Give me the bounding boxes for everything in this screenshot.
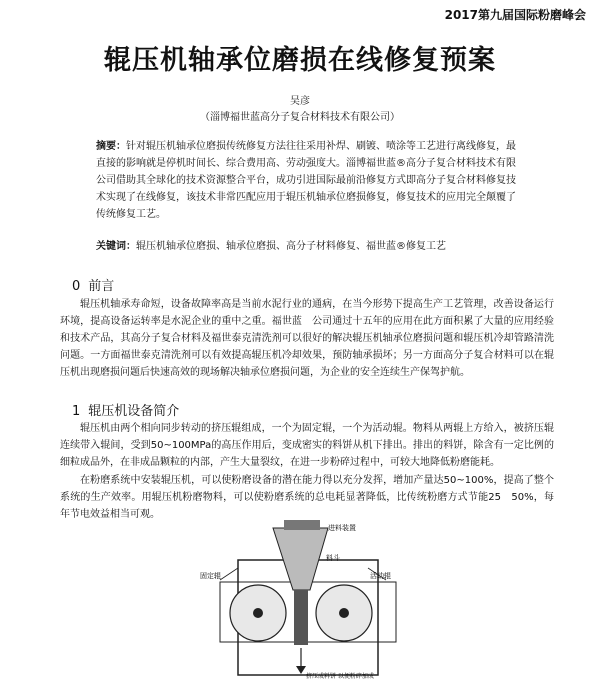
- label-movable-roll: 活动辊: [370, 572, 391, 580]
- intro-paragraph: 辊压机轴承寿命短，设备故障率高是当前水泥行业的通病，在当今形势下提高生产工艺管理，改善设备运行环境，提高设备运转率是水泥企业的重中之重。福世蓝 公司通过十五年的应用在此方面积累了大量的应用经验和技术产品，其高分子复合材料及福世泰克清洗剂可以很好的解决辊压机轴承位磨损问题和辊压机冷却管路清洗问题。一方面福世泰克清洗剂可以有效提高辊压机冷却效果，预防轴承损坏；另一方面高分子复合材料可以在辊压机出现磨损问题后快速高效的现场解决轴承位磨损问题，为企业的安全连续生产保驾护航。: [60, 299, 554, 378]
- section-title: 辊压机设备简介: [88, 404, 180, 419]
- paper-title: 辊压机轴承位磨损在线修复预案: [104, 45, 496, 76]
- feed-device: [284, 520, 320, 530]
- conference-header: 2017第九届国际粉磨峰会: [444, 8, 586, 22]
- paper-affiliation: （淄博福世蓝高分子复合材料技术有限公司）: [200, 112, 400, 123]
- equipment-paragraph-2: 在粉磨系统中安装辊压机，可以使粉磨设备的潜在能力得以充分发挥，增加产量达50~100%，提高了整个系统的生产效率。用辊压机粉磨物料，可以使粉磨系统的总电耗显著降低，比传统粉磨方式节能25 50%，每年节电效益相当可观。: [60, 475, 554, 520]
- section-number: 0: [72, 279, 81, 294]
- discharge-arrowhead: [296, 666, 306, 674]
- fixed-roll-shaft: [253, 608, 263, 618]
- movable-roll-shaft: [339, 608, 349, 618]
- leader-line: [220, 568, 238, 580]
- abstract-label: 摘要：: [96, 141, 126, 152]
- abstract-text: 针对辊压机轴承位磨损传统修复方法往往采用补焊、刷镀、喷涂等工艺进行离线修复，最直接的影响就是停机时间长、综合费用高、劳动强度大。淄博福世蓝®高分子复合材料技术有限公司借助其全球化的技术资源整合平台，成功引进国际最前沿修复方式即高分子复合材料修复技术实现了在线修复，该技术非常匹配应用于辊压机轴承位磨损修复，修复技术的应用完全颠覆了传统修复工艺。: [96, 141, 516, 220]
- keywords: [96, 240, 516, 254]
- paper-author: 吴彦: [290, 96, 310, 107]
- roller-press-diagram: [198, 520, 408, 680]
- keywords-label: 关键词：: [96, 241, 136, 252]
- abstract: [96, 138, 516, 223]
- section-heading-equipment: [72, 400, 179, 419]
- section-number: 1: [72, 404, 81, 419]
- label-hopper: 料斗: [326, 554, 340, 562]
- feed-hopper: [273, 528, 328, 590]
- section-title: 前言: [88, 279, 115, 294]
- label-discharge: 挤压成料饼 以便粉碎加成: [306, 673, 374, 680]
- material-flow: [294, 590, 308, 645]
- label-feed-device: 进料装置: [328, 524, 356, 532]
- equipment-paragraph-1: 辊压机由两个相向同步转动的挤压辊组成，一个为固定辊，一个为活动辊。物料从两辊上方给入，被挤压辊连续带入辊间，受到50~100MPa的高压作用后，变成密实的料饼从机下排出。排出的料饼，除含有一定比例的细粒成品外，在非成品颗粒的内部，产生大量裂纹，在进一步粉碎过程中，可较大地降低粉磨能耗。: [60, 423, 554, 468]
- label-fixed-roll: 固定辊: [200, 572, 221, 580]
- keywords-text: 辊压机轴承位磨损、轴承位磨损、高分子材料修复、福世蓝®修复工艺: [136, 241, 446, 252]
- section-heading-intro: [72, 275, 114, 294]
